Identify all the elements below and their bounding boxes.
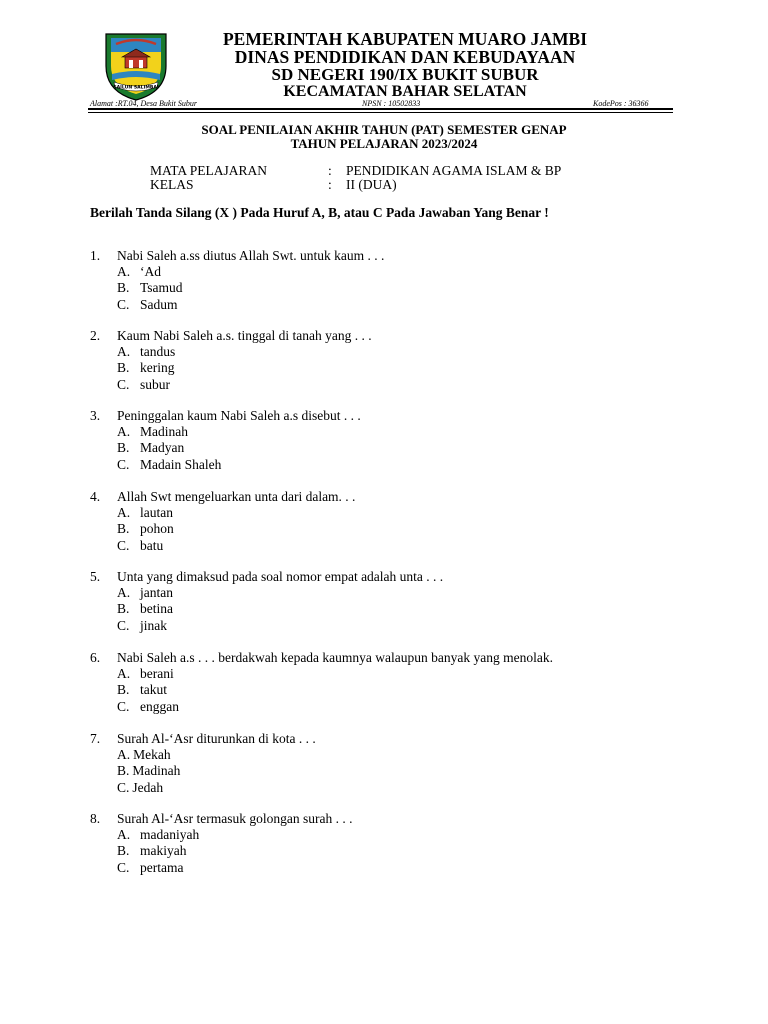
question-text: Surah Al-‘Asr termasuk golongan surah . . . — [117, 811, 353, 826]
school-address: Alamat :RT.04, Desa Bukit Subur — [90, 99, 197, 108]
question-1 — [90, 248, 384, 313]
option-c[interactable]: C. Sadum — [117, 296, 178, 312]
question-text: Nabi Saleh a.ss diutus Allah Swt. untuk kaum . . . — [117, 248, 385, 263]
regency-logo — [100, 30, 172, 102]
question-5 — [90, 569, 443, 634]
question-text: Allah Swt mengeluarkan unta dari dalam. . . — [117, 489, 356, 504]
option-c[interactable]: C. pertama — [117, 859, 184, 875]
option-b[interactable]: B. takut — [117, 682, 167, 698]
option-b[interactable]: B. kering — [117, 360, 175, 376]
question-text: Surah Al-‘Asr diturunkan di kota . . . — [117, 731, 316, 746]
header-rule-thick — [88, 108, 673, 110]
svg-text:SAILUN SALIMBAI: SAILUN SALIMBAI — [113, 85, 159, 91]
option-a[interactable]: A. ‘Ad — [117, 264, 161, 280]
letterhead-government: PEMERINTAH KABUPATEN MUARO JAMBI — [222, 29, 588, 49]
question-7 — [90, 731, 316, 796]
option-c[interactable]: C. enggan — [117, 698, 179, 714]
letterhead-school: SD NEGERI 190/IX BUKIT SUBUR — [271, 65, 539, 84]
option-a[interactable]: A. berani — [117, 666, 174, 682]
question-6 — [90, 650, 553, 715]
instruction: Berilah Tanda Silang (X ) Pada Huruf A, B, atau C Pada Jawaban Yang Benar ! — [90, 205, 549, 220]
header-rule-thin — [88, 112, 673, 113]
option-c[interactable]: C. Jedah — [117, 779, 164, 795]
question-4 — [90, 489, 355, 554]
question-text: Unta yang dimaksud pada soal nomor empat adalah unta . . . — [117, 569, 444, 584]
question-2 — [90, 328, 372, 393]
school-postal-code: KodePos : 36366 — [593, 99, 649, 108]
option-a[interactable]: A. jantan — [117, 585, 173, 601]
option-c[interactable]: C. subur — [117, 376, 170, 392]
option-b[interactable]: B. Madinah — [117, 763, 181, 779]
question-number: 4. — [90, 489, 101, 504]
question-text: Kaum Nabi Saleh a.s. tinggal di tanah yang . . . — [117, 328, 372, 343]
option-b[interactable]: B. makiyah — [117, 843, 187, 859]
question-number: 3. — [90, 408, 101, 423]
option-a[interactable]: A. Madinah — [117, 424, 188, 440]
option-a[interactable]: A. Mekah — [117, 747, 171, 763]
question-number: 2. — [90, 328, 101, 343]
exam-title: SOAL PENILAIAN AKHIR TAHUN (PAT) SEMESTER GENAP — [201, 122, 567, 137]
class-label: KELAS — [150, 177, 194, 192]
option-b[interactable]: B. Tsamud — [117, 280, 183, 296]
question-text: Peninggalan kaum Nabi Saleh a.s disebut . . . — [117, 408, 361, 423]
class-value: II (DUA) — [346, 177, 397, 192]
option-a[interactable]: A. lautan — [117, 505, 173, 521]
exam-year: TAHUN PELAJARAN 2023/2024 — [290, 136, 478, 151]
question-text: Nabi Saleh a.s . . . berdakwah kepada kaumnya walaupun banyak yang menolak. — [117, 650, 553, 665]
subject-label: MATA PELAJARAN — [150, 163, 268, 178]
letterhead-department: DINAS PENDIDIKAN DAN KEBUDAYAAN — [234, 47, 576, 67]
class-separator: : — [328, 177, 332, 192]
question-number: 6. — [90, 650, 101, 665]
school-npsn: NPSN : 10502833 — [362, 99, 421, 108]
option-a[interactable]: A. tandus — [117, 344, 176, 360]
question-number: 5. — [90, 569, 101, 584]
option-b[interactable]: B. pohon — [117, 521, 174, 537]
option-c[interactable]: C. batu — [117, 537, 164, 553]
subject-separator: : — [328, 163, 332, 178]
subject-value: PENDIDIKAN AGAMA ISLAM & BP — [346, 163, 562, 178]
question-8 — [90, 811, 352, 876]
question-number: 7. — [90, 731, 101, 746]
option-a[interactable]: A. madaniyah — [117, 827, 200, 843]
option-b[interactable]: B. betina — [117, 601, 173, 617]
question-number: 1. — [90, 248, 101, 263]
option-c[interactable]: C. jinak — [117, 617, 167, 633]
letterhead-district: KECAMATAN BAHAR SELATAN — [283, 83, 527, 100]
option-c[interactable]: C. Madain Shaleh — [117, 456, 222, 472]
option-b[interactable]: B. Madyan — [117, 440, 185, 456]
question-number: 8. — [90, 811, 101, 826]
question-3 — [90, 408, 361, 473]
